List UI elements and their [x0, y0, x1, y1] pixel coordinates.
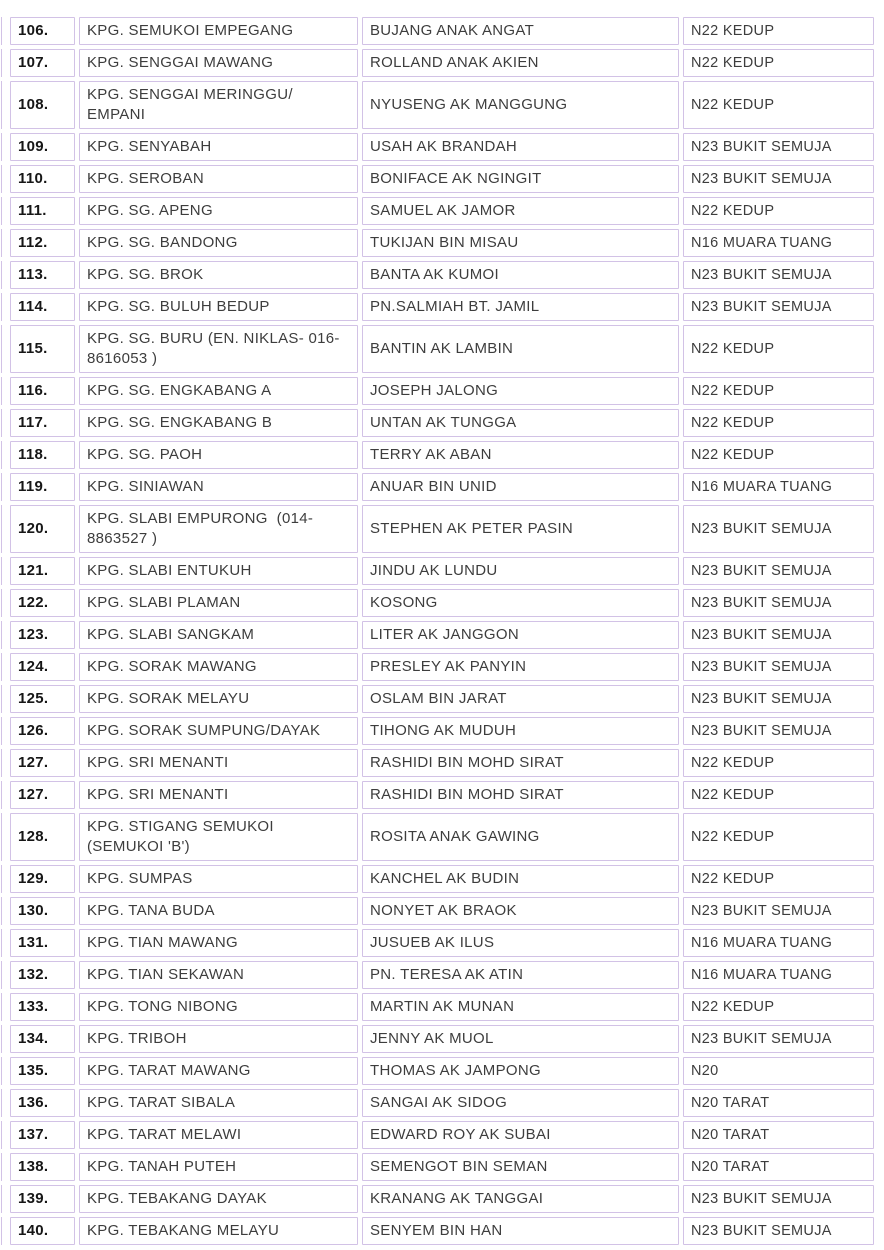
- leader-name-cell: BANTIN AK LAMBIN: [362, 325, 679, 373]
- row-number-cell: 108.: [10, 81, 75, 129]
- table-row: [0, 865, 884, 893]
- leader-name-cell: NONYET AK BRAOK: [362, 897, 679, 925]
- leader-name-cell: NYUSENG AK MANGGUNG: [362, 81, 679, 129]
- constituency-cell: N23 BUKIT SEMUJA: [683, 1185, 874, 1213]
- constituency-cell: N23 BUKIT SEMUJA: [683, 133, 874, 161]
- village-cell: KPG. SG. BURU (EN. NIKLAS- 016-8616053 ): [79, 325, 358, 373]
- village-cell: KPG. TEBAKANG MELAYU: [79, 1217, 358, 1245]
- constituency-cell: N23 BUKIT SEMUJA: [683, 717, 874, 745]
- village-cell: KPG. SG. BROK: [79, 261, 358, 289]
- constituency-cell: N20 TARAT: [683, 1089, 874, 1117]
- constituency-cell: N23 BUKIT SEMUJA: [683, 261, 874, 289]
- leader-name-cell: KANCHEL AK BUDIN: [362, 865, 679, 893]
- cropped-cell-sliver: [0, 865, 2, 893]
- constituency-cell: N20: [683, 1057, 874, 1085]
- table-row: [0, 1217, 884, 1245]
- table-row: [0, 1121, 884, 1149]
- village-cell: KPG. SORAK MELAYU: [79, 685, 358, 713]
- constituency-cell: N16 MUARA TUANG: [683, 929, 874, 957]
- constituency-cell: N23 BUKIT SEMUJA: [683, 653, 874, 681]
- constituency-cell: N22 KEDUP: [683, 749, 874, 777]
- village-cell: KPG. SG. ENGKABANG A: [79, 377, 358, 405]
- table-row: [0, 229, 884, 257]
- row-number-cell: 113.: [10, 261, 75, 289]
- village-cell: KPG. SG. BULUH BEDUP: [79, 293, 358, 321]
- village-cell: KPG. SRI MENANTI: [79, 781, 358, 809]
- leader-name-cell: RASHIDI BIN MOHD SIRAT: [362, 749, 679, 777]
- leader-name-cell: JUSUEB AK ILUS: [362, 929, 679, 957]
- constituency-cell: N22 KEDUP: [683, 865, 874, 893]
- cropped-cell-sliver: [0, 441, 2, 469]
- cropped-cell-sliver: [0, 1057, 2, 1085]
- row-number-cell: 127.: [10, 749, 75, 777]
- cropped-cell-sliver: [0, 229, 2, 257]
- cropped-cell-sliver: [0, 557, 2, 585]
- leader-name-cell: EDWARD ROY AK SUBAI: [362, 1121, 679, 1149]
- cropped-cell-sliver: [0, 81, 2, 129]
- table-row: [0, 81, 884, 129]
- row-number-cell: 138.: [10, 1153, 75, 1181]
- leader-name-cell: OSLAM BIN JARAT: [362, 685, 679, 713]
- cropped-cell-sliver: [0, 749, 2, 777]
- row-number-cell: 128.: [10, 813, 75, 861]
- leader-name-cell: BANTA AK KUMOI: [362, 261, 679, 289]
- row-number-cell: 140.: [10, 1217, 75, 1245]
- cropped-cell-sliver: [0, 1153, 2, 1181]
- village-cell: KPG. SUMPAS: [79, 865, 358, 893]
- cropped-cell-sliver: [0, 49, 2, 77]
- village-cell: KPG. TIAN SEKAWAN: [79, 961, 358, 989]
- leader-name-cell: BUJANG ANAK ANGAT: [362, 17, 679, 45]
- leader-name-cell: SEMENGOT BIN SEMAN: [362, 1153, 679, 1181]
- row-number-cell: 134.: [10, 1025, 75, 1053]
- cropped-cell-sliver: [0, 261, 2, 289]
- table-row: [0, 473, 884, 501]
- village-cell: KPG. TEBAKANG DAYAK: [79, 1185, 358, 1213]
- leader-name-cell: THOMAS AK JAMPONG: [362, 1057, 679, 1085]
- table-row: [0, 621, 884, 649]
- row-number-cell: 129.: [10, 865, 75, 893]
- constituency-cell: N16 MUARA TUANG: [683, 473, 874, 501]
- row-number-cell: 132.: [10, 961, 75, 989]
- constituency-cell: N23 BUKIT SEMUJA: [683, 589, 874, 617]
- cropped-cell-sliver: [0, 17, 2, 45]
- row-number-cell: 122.: [10, 589, 75, 617]
- table-row: [0, 781, 884, 809]
- constituency-cell: N23 BUKIT SEMUJA: [683, 621, 874, 649]
- village-cell: KPG. STIGANG SEMUKOI (SEMUKOI 'B'): [79, 813, 358, 861]
- row-number-cell: 112.: [10, 229, 75, 257]
- constituency-cell: N23 BUKIT SEMUJA: [683, 557, 874, 585]
- row-number-cell: 124.: [10, 653, 75, 681]
- cropped-cell-sliver: [0, 133, 2, 161]
- constituency-cell: N22 KEDUP: [683, 49, 874, 77]
- leader-name-cell: PN. TERESA AK ATIN: [362, 961, 679, 989]
- table-row: [0, 293, 884, 321]
- row-number-cell: 114.: [10, 293, 75, 321]
- constituency-cell: N23 BUKIT SEMUJA: [683, 1217, 874, 1245]
- constituency-cell: N16 MUARA TUANG: [683, 229, 874, 257]
- village-cell: KPG. SLABI PLAMAN: [79, 589, 358, 617]
- cropped-cell-sliver: [0, 1089, 2, 1117]
- row-number-cell: 110.: [10, 165, 75, 193]
- leader-name-cell: SANGAI AK SIDOG: [362, 1089, 679, 1117]
- row-number-cell: 118.: [10, 441, 75, 469]
- leader-name-cell: ROSITA ANAK GAWING: [362, 813, 679, 861]
- constituency-cell: N23 BUKIT SEMUJA: [683, 505, 874, 553]
- table-row: [0, 261, 884, 289]
- table-row: [0, 165, 884, 193]
- leader-name-cell: SAMUEL AK JAMOR: [362, 197, 679, 225]
- table-row: [0, 685, 884, 713]
- table-row: [0, 1057, 884, 1085]
- leader-name-cell: JENNY AK MUOL: [362, 1025, 679, 1053]
- village-cell: KPG. SRI MENANTI: [79, 749, 358, 777]
- table-row: [0, 929, 884, 957]
- table-row: [0, 897, 884, 925]
- row-number-cell: 116.: [10, 377, 75, 405]
- cropped-cell-sliver: [0, 473, 2, 501]
- cropped-cell-sliver: [0, 1121, 2, 1149]
- cropped-cell-sliver: [0, 685, 2, 713]
- table-row: [0, 505, 884, 553]
- table-row: [0, 717, 884, 745]
- constituency-cell: N20 TARAT: [683, 1121, 874, 1149]
- constituency-cell: N23 BUKIT SEMUJA: [683, 165, 874, 193]
- constituency-cell: N22 KEDUP: [683, 325, 874, 373]
- row-number-cell: 127.: [10, 781, 75, 809]
- cropped-cell-sliver: [0, 813, 2, 861]
- cropped-cell-sliver: [0, 1217, 2, 1245]
- table-row: [0, 1153, 884, 1181]
- row-number-cell: 135.: [10, 1057, 75, 1085]
- row-number-cell: 111.: [10, 197, 75, 225]
- table-row: [0, 1185, 884, 1213]
- village-cell: KPG. TONG NIBONG: [79, 993, 358, 1021]
- row-number-cell: 106.: [10, 17, 75, 45]
- row-number-cell: 125.: [10, 685, 75, 713]
- village-cell: KPG. TANAH PUTEH: [79, 1153, 358, 1181]
- leader-name-cell: USAH AK BRANDAH: [362, 133, 679, 161]
- constituency-cell: N20 TARAT: [683, 1153, 874, 1181]
- village-cell: KPG. TANA BUDA: [79, 897, 358, 925]
- village-cell: KPG. SORAK MAWANG: [79, 653, 358, 681]
- leader-name-cell: KRANANG AK TANGGAI: [362, 1185, 679, 1213]
- leader-name-cell: RASHIDI BIN MOHD SIRAT: [362, 781, 679, 809]
- row-number-cell: 120.: [10, 505, 75, 553]
- leader-name-cell: BONIFACE AK NGINGIT: [362, 165, 679, 193]
- village-cell: KPG. SENGGAI MAWANG: [79, 49, 358, 77]
- constituency-cell: N23 BUKIT SEMUJA: [683, 897, 874, 925]
- table-row: [0, 993, 884, 1021]
- row-number-cell: 107.: [10, 49, 75, 77]
- village-cell: KPG. TARAT MELAWI: [79, 1121, 358, 1149]
- village-cell: KPG. SORAK SUMPUNG/DAYAK: [79, 717, 358, 745]
- constituency-cell: N23 BUKIT SEMUJA: [683, 1025, 874, 1053]
- cropped-cell-sliver: [0, 197, 2, 225]
- village-cell: KPG. TIAN MAWANG: [79, 929, 358, 957]
- row-number-cell: 137.: [10, 1121, 75, 1149]
- cropped-cell-sliver: [0, 961, 2, 989]
- table-row: [0, 813, 884, 861]
- constituency-cell: N22 KEDUP: [683, 813, 874, 861]
- cropped-cell-sliver: [0, 1025, 2, 1053]
- row-number-cell: 119.: [10, 473, 75, 501]
- cropped-cell-sliver: [0, 781, 2, 809]
- constituency-cell: N22 KEDUP: [683, 409, 874, 437]
- table-row: [0, 589, 884, 617]
- village-cell: KPG. SG. ENGKABANG B: [79, 409, 358, 437]
- cropped-cell-sliver: [0, 929, 2, 957]
- table-row: [0, 17, 884, 45]
- row-number-cell: 121.: [10, 557, 75, 585]
- leader-name-cell: TIHONG AK MUDUH: [362, 717, 679, 745]
- cropped-cell-sliver: [0, 621, 2, 649]
- table-row: [0, 49, 884, 77]
- leader-name-cell: KOSONG: [362, 589, 679, 617]
- table-row: [0, 197, 884, 225]
- village-cell: KPG. SLABI ENTUKUH: [79, 557, 358, 585]
- table-row: [0, 653, 884, 681]
- leader-name-cell: UNTAN AK TUNGGA: [362, 409, 679, 437]
- leader-name-cell: TUKIJAN BIN MISAU: [362, 229, 679, 257]
- leader-name-cell: LITER AK JANGGON: [362, 621, 679, 649]
- leader-name-cell: MARTIN AK MUNAN: [362, 993, 679, 1021]
- cropped-cell-sliver: [0, 653, 2, 681]
- constituency-cell: N22 KEDUP: [683, 441, 874, 469]
- table-row: [0, 133, 884, 161]
- cropped-cell-sliver: [0, 897, 2, 925]
- constituency-cell: N22 KEDUP: [683, 377, 874, 405]
- leader-name-cell: JINDU AK LUNDU: [362, 557, 679, 585]
- table-row: [0, 1089, 884, 1117]
- village-cell: KPG. SINIAWAN: [79, 473, 358, 501]
- table-row: [0, 377, 884, 405]
- table-row: [0, 409, 884, 437]
- row-number-cell: 131.: [10, 929, 75, 957]
- cropped-cell-sliver: [0, 589, 2, 617]
- village-cell: KPG. SG. APENG: [79, 197, 358, 225]
- village-cell: KPG. SENGGAI MERINGGU/ EMPANI: [79, 81, 358, 129]
- constituency-cell: N22 KEDUP: [683, 17, 874, 45]
- leader-name-cell: PN.SALMIAH BT. JAMIL: [362, 293, 679, 321]
- table-row: [0, 325, 884, 373]
- village-cell: KPG. SENYABAH: [79, 133, 358, 161]
- row-number-cell: 139.: [10, 1185, 75, 1213]
- row-number-cell: 136.: [10, 1089, 75, 1117]
- village-cell: KPG. SG. BANDONG: [79, 229, 358, 257]
- cropped-cell-sliver: [0, 993, 2, 1021]
- village-cell: KPG. TARAT SIBALA: [79, 1089, 358, 1117]
- village-cell: KPG. TRIBOH: [79, 1025, 358, 1053]
- constituency-cell: N22 KEDUP: [683, 197, 874, 225]
- village-cell: KPG. SLABI SANGKAM: [79, 621, 358, 649]
- leader-name-cell: ROLLAND ANAK AKIEN: [362, 49, 679, 77]
- leader-name-cell: PRESLEY AK PANYIN: [362, 653, 679, 681]
- table-row: [0, 961, 884, 989]
- row-number-cell: 115.: [10, 325, 75, 373]
- table-row: [0, 441, 884, 469]
- row-number-cell: 117.: [10, 409, 75, 437]
- row-number-cell: 109.: [10, 133, 75, 161]
- cropped-cell-sliver: [0, 717, 2, 745]
- village-cell: KPG. SEROBAN: [79, 165, 358, 193]
- table-row: [0, 1025, 884, 1053]
- cropped-cell-sliver: [0, 377, 2, 405]
- cropped-cell-sliver: [0, 1185, 2, 1213]
- cropped-cell-sliver: [0, 325, 2, 373]
- table-row: [0, 749, 884, 777]
- cropped-cell-sliver: [0, 505, 2, 553]
- leader-name-cell: ANUAR BIN UNID: [362, 473, 679, 501]
- village-cell: KPG. TARAT MAWANG: [79, 1057, 358, 1085]
- village-cell: KPG. SLABI EMPURONG (014-8863527 ): [79, 505, 358, 553]
- row-number-cell: 123.: [10, 621, 75, 649]
- row-number-cell: 133.: [10, 993, 75, 1021]
- village-cell: KPG. SG. PAOH: [79, 441, 358, 469]
- row-number-cell: 130.: [10, 897, 75, 925]
- leader-name-cell: STEPHEN AK PETER PASIN: [362, 505, 679, 553]
- constituency-cell: N22 KEDUP: [683, 781, 874, 809]
- constituency-cell: N22 KEDUP: [683, 993, 874, 1021]
- village-cell: KPG. SEMUKOI EMPEGANG: [79, 17, 358, 45]
- constituency-cell: N23 BUKIT SEMUJA: [683, 685, 874, 713]
- constituency-cell: N23 BUKIT SEMUJA: [683, 293, 874, 321]
- cropped-cell-sliver: [0, 409, 2, 437]
- leader-name-cell: TERRY AK ABAN: [362, 441, 679, 469]
- table-row: [0, 557, 884, 585]
- constituency-cell: N16 MUARA TUANG: [683, 961, 874, 989]
- cropped-cell-sliver: [0, 293, 2, 321]
- cropped-cell-sliver: [0, 165, 2, 193]
- leader-name-cell: SENYEM BIN HAN: [362, 1217, 679, 1245]
- row-number-cell: 126.: [10, 717, 75, 745]
- leader-name-cell: JOSEPH JALONG: [362, 377, 679, 405]
- constituency-cell: N22 KEDUP: [683, 81, 874, 129]
